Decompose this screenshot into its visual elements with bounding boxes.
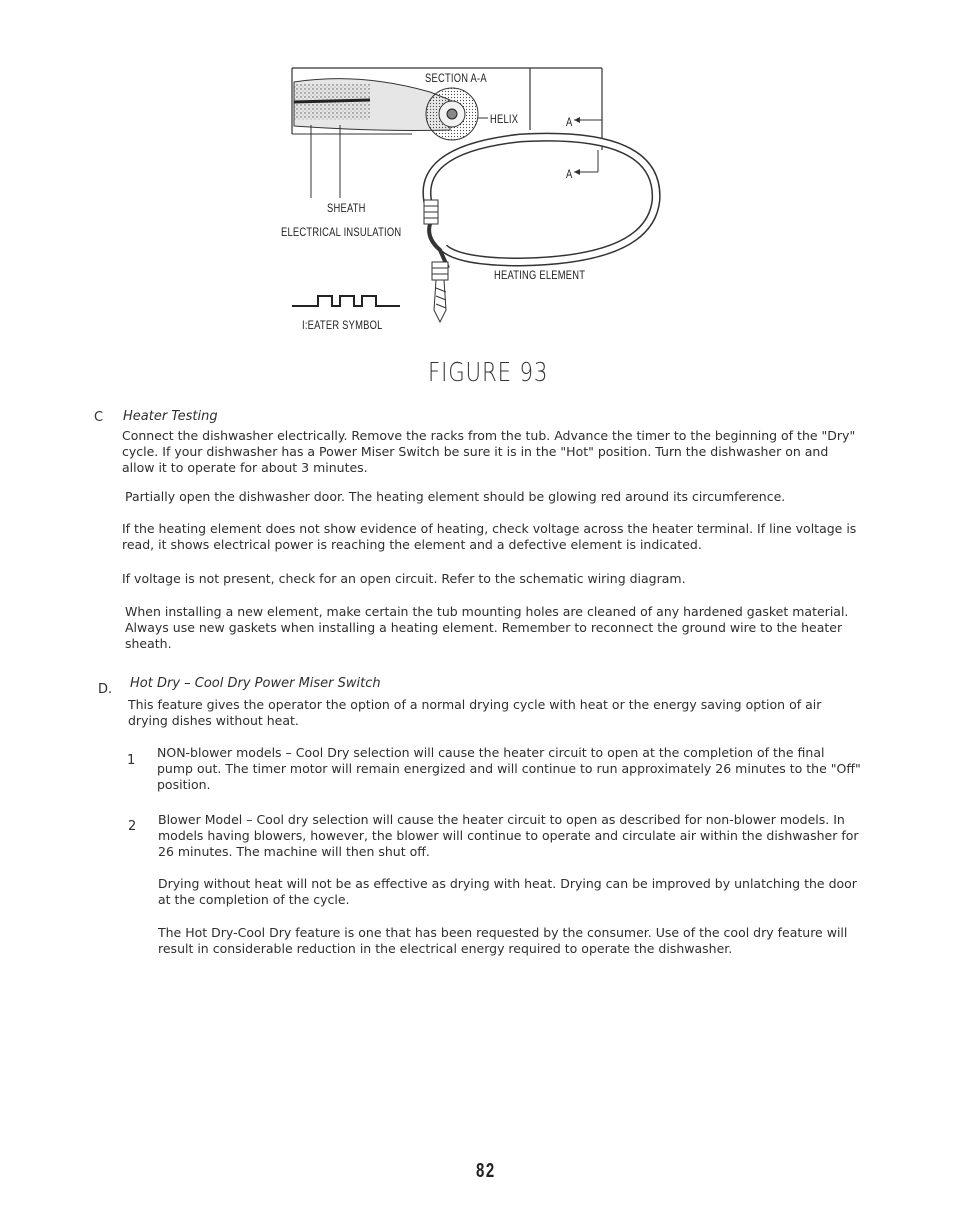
section-d-heading: Hot Dry – Cool Dry Power Miser Switch (130, 676, 381, 691)
label-electrical-insulation: ELECTRICAL INSULATION (281, 225, 402, 239)
page-number: 82 (476, 1160, 496, 1182)
figure-title: FIGURE 93 (428, 358, 549, 388)
label-heating-element: HEATING ELEMENT (494, 268, 586, 282)
label-heater-symbol: I:EATER SYMBOL (302, 318, 383, 332)
section-d-after-1: Drying without heat will not be as effective as drying with heat. Drying can be improved by unlatching the door at the completion of the cycle. (158, 876, 857, 907)
label-section-a-a: SECTION A-A (425, 71, 487, 85)
section-c-heading: Heater Testing (123, 409, 218, 424)
section-c-marker: C (94, 410, 104, 425)
section-c-paragraph-4: If voltage is not present, check for an open circuit. Refer to the schematic wiring diagram. (122, 571, 686, 586)
list-item-1-text: NON-blower models – Cool Dry selection will cause the heater circuit to open at the completion of the final pump out. The timer motor will remain energized and will continue to run approximately 26 minutes to the "Off" position. (157, 745, 861, 792)
label-a-top: A (566, 115, 573, 129)
heating-element-diagram (0, 0, 954, 345)
section-c-paragraph-1: Connect the dishwasher electrically. Remove the racks from the tub. Advance the timer to the beginning of the "Dry" cycle. If your dishwasher has a Power Miser Switch be sure it is in the "Hot" position. Turn the dishwasher on and allow it to operate for about 3 minutes. (122, 428, 856, 475)
label-helix: HELIX (490, 112, 519, 126)
list-item-2-text: Blower Model – Cool dry selection will cause the heater circuit to open as described for non-blower models. In models having blowers, however, the blower will continue to operate and circulate air within the dishwasher for 26 minutes. The machine will then shut off. (158, 812, 859, 859)
section-c-paragraph-5: When installing a new element, make certain the tub mounting holes are cleaned of any hardened gasket material. Always use new gaskets when installing a heating element. Remember to reconnect the ground wire to the heater sheath. (125, 604, 849, 651)
section-c-paragraph-3: If the heating element does not show evidence of heating, check voltage across the heater terminal. If line voltage is read, it shows electrical power is reaching the element and a defective element is indicated. (122, 521, 857, 552)
section-d-intro: This feature gives the operator the option of a normal drying cycle with heat or the energy saving option of air drying dishes without heat. (128, 697, 822, 728)
label-sheath: SHEATH (327, 201, 366, 215)
heater-symbol-waveform (292, 296, 400, 306)
section-d-after-2: The Hot Dry-Cool Dry feature is one that has been requested by the consumer. Use of the cool dry feature will result in considerable reduction in the electrical energy required to operate the dishwasher. (158, 925, 848, 956)
section-d-marker: D. (98, 682, 113, 697)
heating-element-loop (424, 137, 656, 322)
section-c-paragraph-2: Partially open the dishwasher door. The heating element should be glowing red around its circumference. (125, 489, 786, 504)
list-item-1-number: 1 (127, 753, 136, 768)
label-a-bottom: A (566, 167, 573, 181)
list-item-2-number: 2 (128, 819, 137, 834)
